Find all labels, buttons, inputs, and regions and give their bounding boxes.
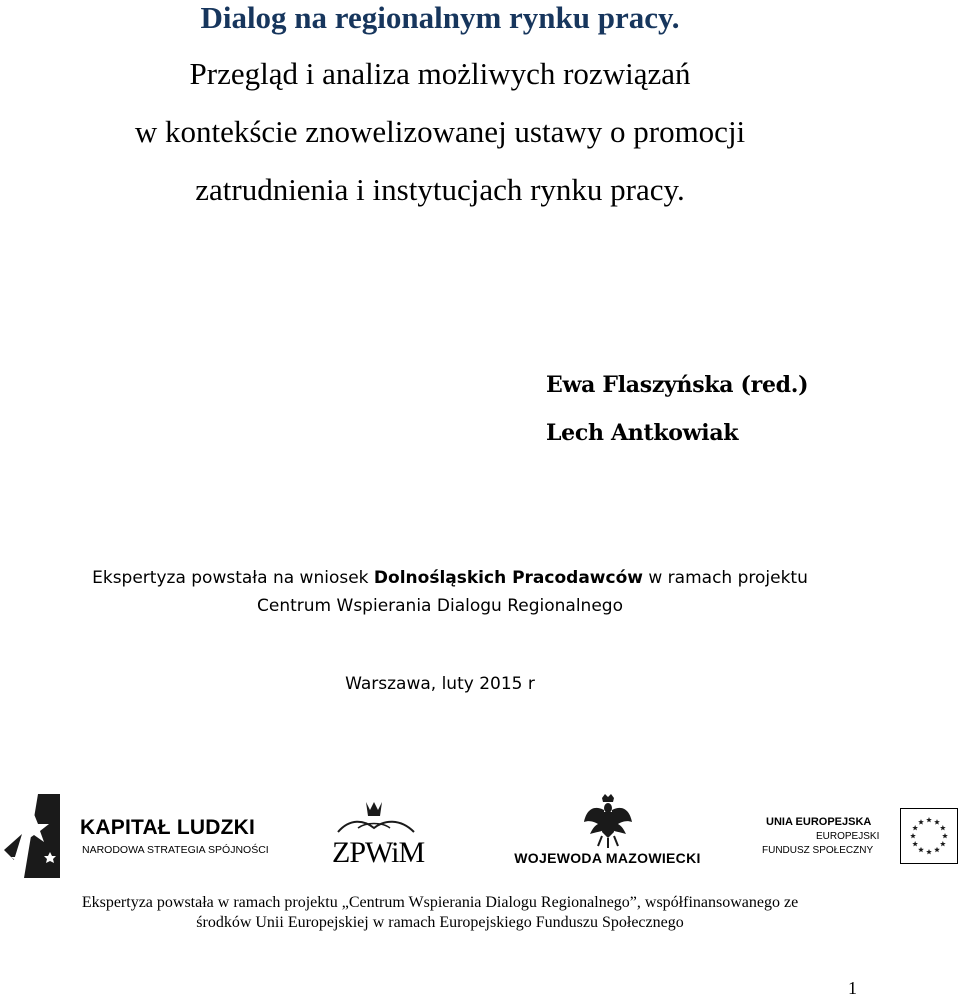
commission-prefix: Ekspertyza powstała na wniosek	[92, 568, 374, 588]
project-name: Centrum Wspierania Dialogu Regionalnego	[257, 596, 623, 616]
commission-suffix: w ramach projektu	[642, 568, 808, 588]
eu-star-icon	[910, 833, 916, 838]
funding-note-line-2: środków Unii Europejskiej w ramach Europejskiego Funduszu Społecznego	[196, 914, 684, 931]
eu-star-icon	[934, 819, 940, 824]
zpwim-logo	[330, 798, 425, 869]
kapital-ludzki-emblem-icon	[4, 794, 68, 878]
eu-label-social-fund: FUNDUSZ SPOŁECZNY	[762, 845, 874, 856]
eu-star-icon	[926, 849, 932, 854]
document-title-line-1: Dialog na regionalnym rynku pracy.	[200, 0, 680, 35]
eu-star-icon	[940, 841, 946, 846]
wojewoda-mazowiecki-name: WOJEWODA MAZOWIECKI	[514, 850, 701, 866]
commission-statement	[0, 568, 900, 588]
document-title-line-4: zatrudnienia i instytucjach rynku pracy.	[195, 172, 685, 207]
eu-star-icon	[918, 819, 924, 824]
funding-note-line-1: Ekspertyza powstała w ramach projektu „Centrum Wspierania Dialogu Regionalnego”, współfinansowanego ze	[81, 894, 799, 911]
eu-star-icon	[912, 825, 918, 830]
place-and-date: Warszawa, luty 2015 r	[345, 674, 535, 694]
eu-star-icon	[912, 841, 918, 846]
eu-star-icon	[926, 817, 932, 822]
eu-label-european: EUROPEJSKI	[816, 831, 880, 842]
eu-star-icon	[942, 833, 948, 838]
eu-flag-icon	[900, 808, 958, 864]
commission-organization: Dolnośląskich Pracodawców	[373, 568, 643, 588]
author-editor: Ewa Flaszyńska (red.)	[546, 372, 809, 398]
eu-label-union: UNIA EUROPEJSKA	[766, 816, 872, 828]
eu-star-icon	[940, 825, 946, 830]
eagle-emblem-icon	[584, 794, 632, 850]
document-title-line-3: w kontekście znowelizowanej ustawy o promocji	[134, 114, 746, 149]
kapital-ludzki-name: KAPITAŁ LUDZKI	[80, 816, 256, 839]
eu-star-icon	[918, 847, 924, 852]
document-title-line-2: Przegląd i analiza możliwych rozwiązań	[189, 56, 691, 91]
eu-stars-icon	[901, 809, 957, 863]
author-second: Lech Antkowiak	[546, 420, 739, 446]
kapital-ludzki-subtitle: NARODOWA STRATEGIA SPÓJNOŚCI	[82, 844, 269, 856]
zpwim-name: ZPWiM	[332, 836, 425, 869]
eu-fund-logo	[760, 808, 960, 866]
crown-icon	[330, 798, 422, 838]
kapital-ludzki-logo	[4, 794, 274, 878]
page-number: 1	[848, 978, 857, 998]
wojewoda-mazowiecki-logo	[500, 794, 715, 874]
eu-star-icon	[934, 847, 940, 852]
